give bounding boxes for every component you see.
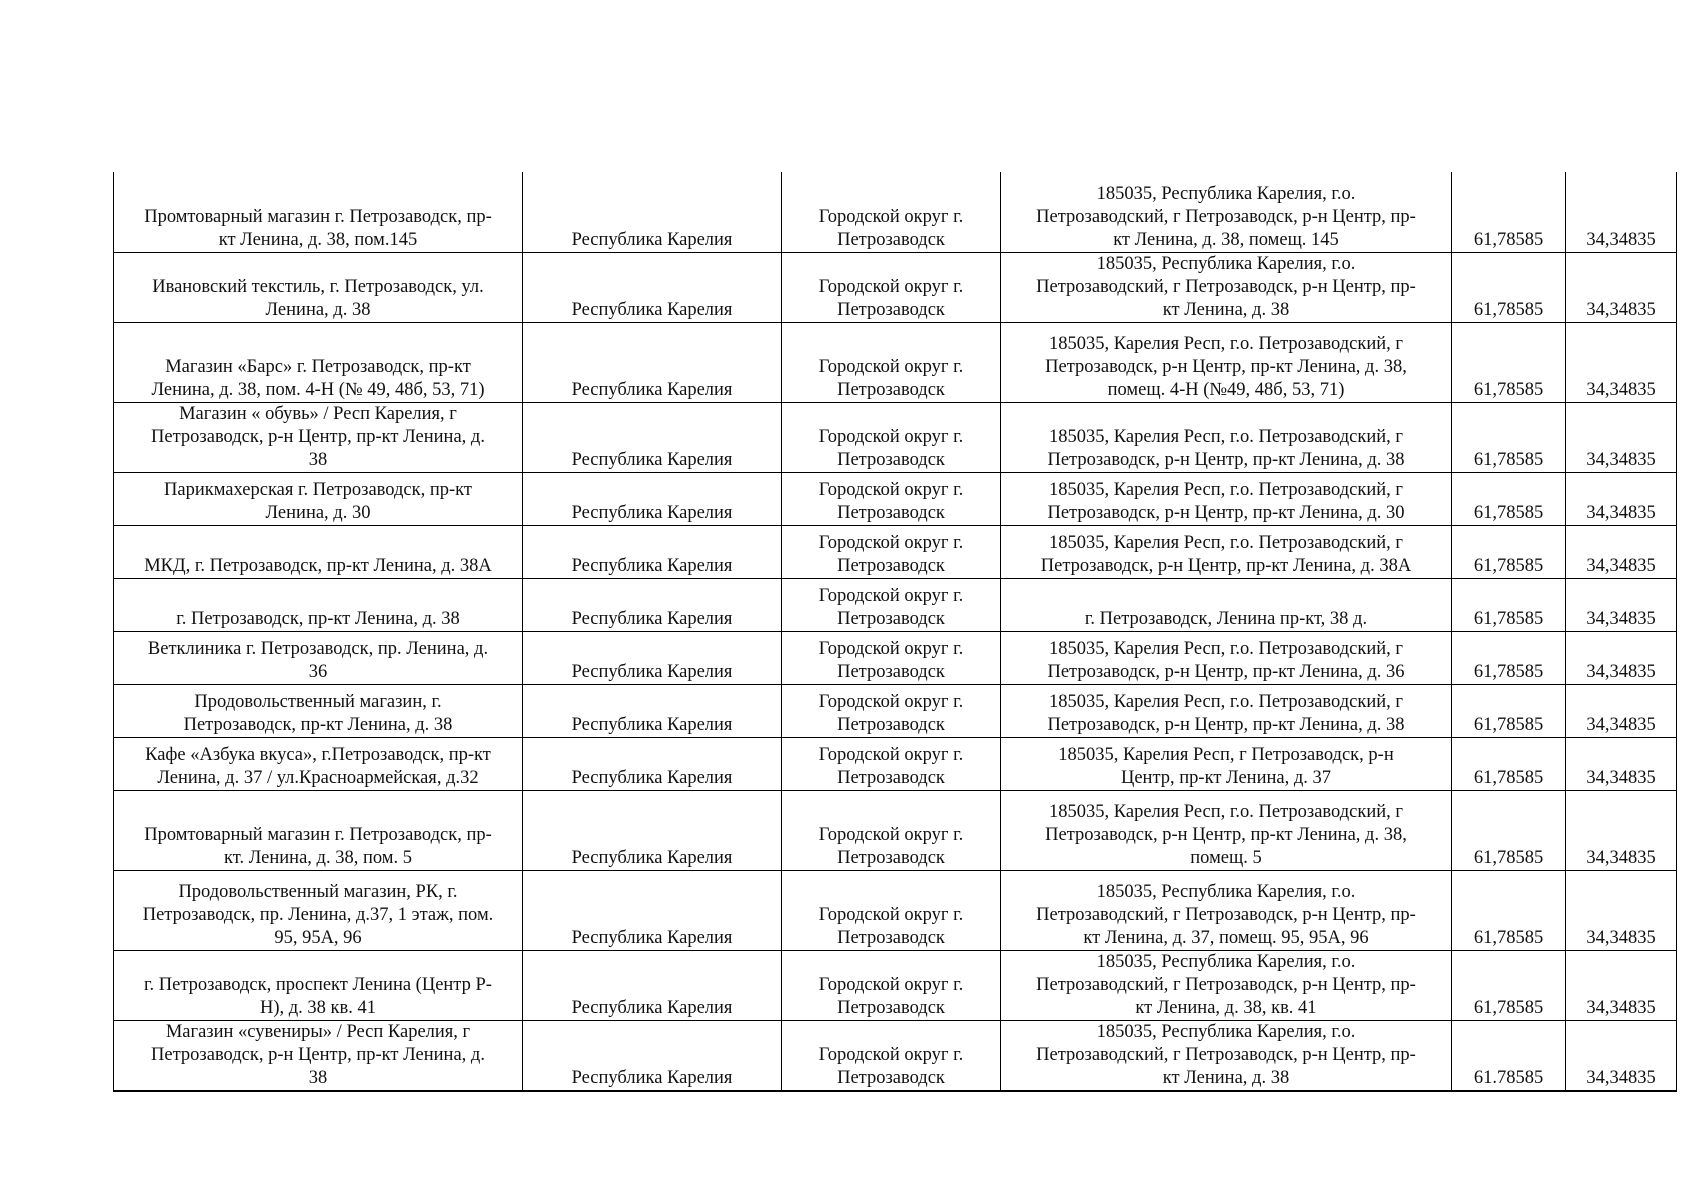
municipality-cell: Городской округ г. Петрозаводск <box>782 472 1001 525</box>
address-cell: 185035, Карелия Респ, г.о. Петрозаводский, г Петрозаводск, р-н Центр, пр-кт Ленина, д. 38, помещ. 4-Н (№49, 48б, 53, 71) <box>1001 322 1452 402</box>
table-row <box>114 578 1677 631</box>
address-cell: 185035, Карелия Респ, г.о. Петрозаводский, г Петрозаводск, р-н Центр, пр-кт Ленина, д. 38 <box>1001 402 1452 472</box>
table-row <box>114 737 1677 790</box>
longitude-cell: 34,34835 <box>1566 578 1677 631</box>
object-name-cell: Продовольственный магазин, РК, г. Петрозаводск, пр. Ленина, д.37, 1 этаж, пом. 95, 95А, 96 <box>114 870 523 950</box>
latitude-cell: 61,78585 <box>1452 252 1566 322</box>
address-cell: 185035, Карелия Респ, г.о. Петрозаводский, г Петрозаводск, р-н Центр, пр-кт Ленина, д. 36 <box>1001 631 1452 684</box>
address-cell: г. Петрозаводск, Ленина пр-кт, 38 д. <box>1001 578 1452 631</box>
municipality-cell: Городской округ г. Петрозаводск <box>782 172 1001 252</box>
region-cell: Республика Карелия <box>523 684 782 737</box>
longitude-cell: 34,34835 <box>1566 402 1677 472</box>
registry-table-body <box>114 172 1677 1091</box>
table-row <box>114 525 1677 578</box>
municipality-cell: Городской округ г. Петрозаводск <box>782 631 1001 684</box>
address-cell: 185035, Республика Карелия, г.о. Петрозаводский, г Петрозаводск, р-н Центр, пр- кт Ленина, д. 38 <box>1001 252 1452 322</box>
longitude-cell: 34,34835 <box>1566 252 1677 322</box>
object-name-cell: Магазин «Барс» г. Петрозаводск, пр-кт Ленина, д. 38, пом. 4-Н (№ 49, 48б, 53, 71) <box>114 322 523 402</box>
table-row <box>114 402 1677 472</box>
longitude-cell: 34,34835 <box>1566 684 1677 737</box>
latitude-cell: 61,78585 <box>1452 631 1566 684</box>
address-cell: 185035, Республика Карелия, г.о. Петрозаводский, г Петрозаводск, р-н Центр, пр- кт Ленина, д. 38 <box>1001 1020 1452 1091</box>
municipality-cell: Городской округ г. Петрозаводск <box>782 790 1001 870</box>
table-row <box>114 870 1677 950</box>
longitude-cell: 34,34835 <box>1566 1020 1677 1091</box>
table-row <box>114 684 1677 737</box>
municipality-cell: Городской округ г. Петрозаводск <box>782 737 1001 790</box>
region-cell: Республика Карелия <box>523 472 782 525</box>
address-cell: 185035, Карелия Респ, г.о. Петрозаводский, г Петрозаводск, р-н Центр, пр-кт Ленина, д. 30 <box>1001 472 1452 525</box>
object-name-cell: г. Петрозаводск, пр-кт Ленина, д. 38 <box>114 578 523 631</box>
table-row <box>114 631 1677 684</box>
municipality-cell: Городской округ г. Петрозаводск <box>782 525 1001 578</box>
object-name-cell: Ивановский текстиль, г. Петрозаводск, ул. Ленина, д. 38 <box>114 252 523 322</box>
latitude-cell: 61,78585 <box>1452 870 1566 950</box>
longitude-cell: 34,34835 <box>1566 870 1677 950</box>
municipality-cell: Городской округ г. Петрозаводск <box>782 578 1001 631</box>
object-name-cell: МКД, г. Петрозаводск, пр-кт Ленина, д. 38А <box>114 525 523 578</box>
object-name-cell: Продовольственный магазин, г. Петрозаводск, пр-кт Ленина, д. 38 <box>114 684 523 737</box>
latitude-cell: 61,78585 <box>1452 578 1566 631</box>
address-cell: 185035, Республика Карелия, г.о. Петрозаводский, г Петрозаводск, р-н Центр, пр- кт Ленина, д. 38, кв. 41 <box>1001 950 1452 1020</box>
longitude-cell: 34,34835 <box>1566 790 1677 870</box>
object-name-cell: Ветклиника г. Петрозаводск, пр. Ленина, д. 36 <box>114 631 523 684</box>
object-name-cell: Промтоварный магазин г. Петрозаводск, пр- кт. Ленина, д. 38, пом. 5 <box>114 790 523 870</box>
latitude-cell: 61,78585 <box>1452 525 1566 578</box>
latitude-cell: 61.78585 <box>1452 1020 1566 1091</box>
municipality-cell: Городской округ г. Петрозаводск <box>782 870 1001 950</box>
municipality-cell: Городской округ г. Петрозаводск <box>782 950 1001 1020</box>
longitude-cell: 34,34835 <box>1566 322 1677 402</box>
address-cell: 185035, Карелия Респ, г.о. Петрозаводский, г Петрозаводск, р-н Центр, пр-кт Ленина, д. 38 <box>1001 684 1452 737</box>
table-row <box>114 950 1677 1020</box>
longitude-cell: 34,34835 <box>1566 950 1677 1020</box>
longitude-cell: 34,34835 <box>1566 472 1677 525</box>
address-cell: 185035, Республика Карелия, г.о. Петрозаводский, г Петрозаводск, р-н Центр, пр- кт Ленина, д. 37, помещ. 95, 95А, 96 <box>1001 870 1452 950</box>
latitude-cell: 61,78585 <box>1452 737 1566 790</box>
latitude-cell: 61,78585 <box>1452 402 1566 472</box>
region-cell: Республика Карелия <box>523 950 782 1020</box>
region-cell: Республика Карелия <box>523 870 782 950</box>
address-cell: 185035, Карелия Респ, г.о. Петрозаводский, г Петрозаводск, р-н Центр, пр-кт Ленина, д. 38, помещ. 5 <box>1001 790 1452 870</box>
region-cell: Республика Карелия <box>523 790 782 870</box>
table-row <box>114 1020 1677 1091</box>
municipality-cell: Городской округ г. Петрозаводск <box>782 322 1001 402</box>
latitude-cell: 61,78585 <box>1452 322 1566 402</box>
address-cell: 185035, Республика Карелия, г.о. Петрозаводский, г Петрозаводск, р-н Центр, пр- кт Ленина, д. 38, помещ. 145 <box>1001 172 1452 252</box>
table-row <box>114 322 1677 402</box>
municipality-cell: Городской округ г. Петрозаводск <box>782 1020 1001 1091</box>
latitude-cell: 61,78585 <box>1452 172 1566 252</box>
longitude-cell: 34,34835 <box>1566 737 1677 790</box>
region-cell: Республика Карелия <box>523 172 782 252</box>
object-name-cell: Магазин « обувь» / Респ Карелия, г Петрозаводск, р-н Центр, пр-кт Ленина, д. 38 <box>114 402 523 472</box>
table-row <box>114 172 1677 252</box>
latitude-cell: 61,78585 <box>1452 790 1566 870</box>
region-cell: Республика Карелия <box>523 402 782 472</box>
object-name-cell: Кафе «Азбука вкуса», г.Петрозаводск, пр-кт Ленина, д. 37 / ул.Красноармейская, д.32 <box>114 737 523 790</box>
region-cell: Республика Карелия <box>523 525 782 578</box>
object-name-cell: Парикмахерская г. Петрозаводск, пр-кт Ленина, д. 30 <box>114 472 523 525</box>
table-row <box>114 472 1677 525</box>
object-name-cell: Промтоварный магазин г. Петрозаводск, пр- кт Ленина, д. 38, пом.145 <box>114 172 523 252</box>
longitude-cell: 34,34835 <box>1566 631 1677 684</box>
region-cell: Республика Карелия <box>523 737 782 790</box>
region-cell: Республика Карелия <box>523 1020 782 1091</box>
longitude-cell: 34,34835 <box>1566 172 1677 252</box>
address-cell: 185035, Карелия Респ, г.о. Петрозаводский, г Петрозаводск, р-н Центр, пр-кт Ленина, д. 38А <box>1001 525 1452 578</box>
municipality-cell: Городской округ г. Петрозаводск <box>782 252 1001 322</box>
address-cell: 185035, Карелия Респ, г Петрозаводск, р-н Центр, пр-кт Ленина, д. 37 <box>1001 737 1452 790</box>
latitude-cell: 61,78585 <box>1452 950 1566 1020</box>
table-row <box>114 790 1677 870</box>
region-cell: Республика Карелия <box>523 578 782 631</box>
table-row <box>114 252 1677 322</box>
object-name-cell: Магазин «сувениры» / Респ Карелия, г Петрозаводск, р-н Центр, пр-кт Ленина, д. 38 <box>114 1020 523 1091</box>
region-cell: Республика Карелия <box>523 322 782 402</box>
latitude-cell: 61,78585 <box>1452 684 1566 737</box>
region-cell: Республика Карелия <box>523 631 782 684</box>
longitude-cell: 34,34835 <box>1566 525 1677 578</box>
object-name-cell: г. Петрозаводск, проспект Ленина (Центр Р- Н), д. 38 кв. 41 <box>114 950 523 1020</box>
municipality-cell: Городской округ г. Петрозаводск <box>782 684 1001 737</box>
region-cell: Республика Карелия <box>523 252 782 322</box>
municipality-cell: Городской округ г. Петрозаводск <box>782 402 1001 472</box>
registry-table <box>113 172 1677 1092</box>
latitude-cell: 61,78585 <box>1452 472 1566 525</box>
